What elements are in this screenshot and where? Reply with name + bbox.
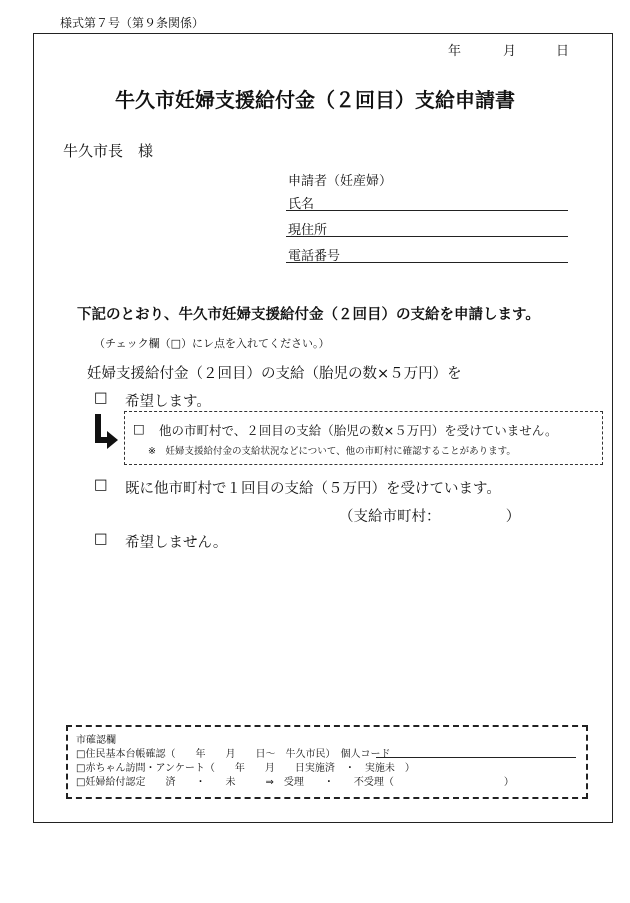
phone-field[interactable] [286, 262, 568, 263]
addressee: 牛久市長 様 [63, 142, 154, 160]
city-check-baby-visit: □赤ちゃん訪問・アンケート（ 年 月 日実施済 ・ 実施未 ） [76, 763, 415, 774]
name-field[interactable] [286, 210, 568, 211]
phone-label: 電話番号 [288, 249, 341, 264]
city-check-certification: □妊婦給付認定 済 ・ 未 ⇒ 受理 ・ 不受理（ ） [76, 777, 514, 788]
name-label: 氏名 [288, 197, 315, 212]
checkbox-not-wish[interactable]: □ [94, 531, 108, 547]
checkbox-already-received[interactable]: □ [94, 477, 108, 493]
date-day: 日 [556, 44, 570, 59]
address-label: 現住所 [288, 223, 328, 238]
applicant-heading: 申請者（妊産婦） [288, 174, 393, 189]
application-statement: 下記のとおり、牛久市妊婦支援給付金（２回目）の支給を申請します。 [77, 307, 540, 323]
check-note: （チェック欄（□）にレ点を入れてください。） [94, 337, 330, 350]
paying-municipality: （支給市町村： ） [339, 509, 521, 525]
option-not-wish-label: 希望しません。 [125, 535, 228, 551]
form-number: 様式第７号（第９条関係） [60, 16, 205, 30]
personal-code-line [376, 757, 576, 758]
option-wish-label: 希望します。 [125, 394, 211, 410]
option-already-received-label: 既に他市町村で１回目の支給（５万円）を受けています。 [125, 481, 501, 497]
sub-option-note: ※ 妊婦支援給付金の支給状況などについて、他の市町村に確認することがあります。 [148, 446, 516, 457]
sub-option-label: 他の市町村で、２回目の支給（胎児の数×５万円）を受けていません。 [159, 423, 558, 438]
checkbox-not-received-other[interactable]: □ [133, 421, 145, 436]
date-month: 月 [503, 44, 517, 59]
date-year: 年 [448, 44, 462, 59]
question-text: 妊婦支援給付金（２回目）の支給（胎児の数×５万円）を [87, 366, 462, 382]
checkbox-wish[interactable]: □ [94, 390, 108, 406]
arrow-down-right-icon [92, 412, 120, 450]
city-check-resident-registry: □住民基本台帳確認（ 年 月 日～ 牛久市民） 個人コード [76, 749, 391, 760]
address-field[interactable] [286, 236, 568, 237]
document-title: 牛久市妊婦支援給付金（２回目）支給申請書 [115, 88, 515, 112]
city-check-heading: 市確認欄 [76, 735, 116, 746]
